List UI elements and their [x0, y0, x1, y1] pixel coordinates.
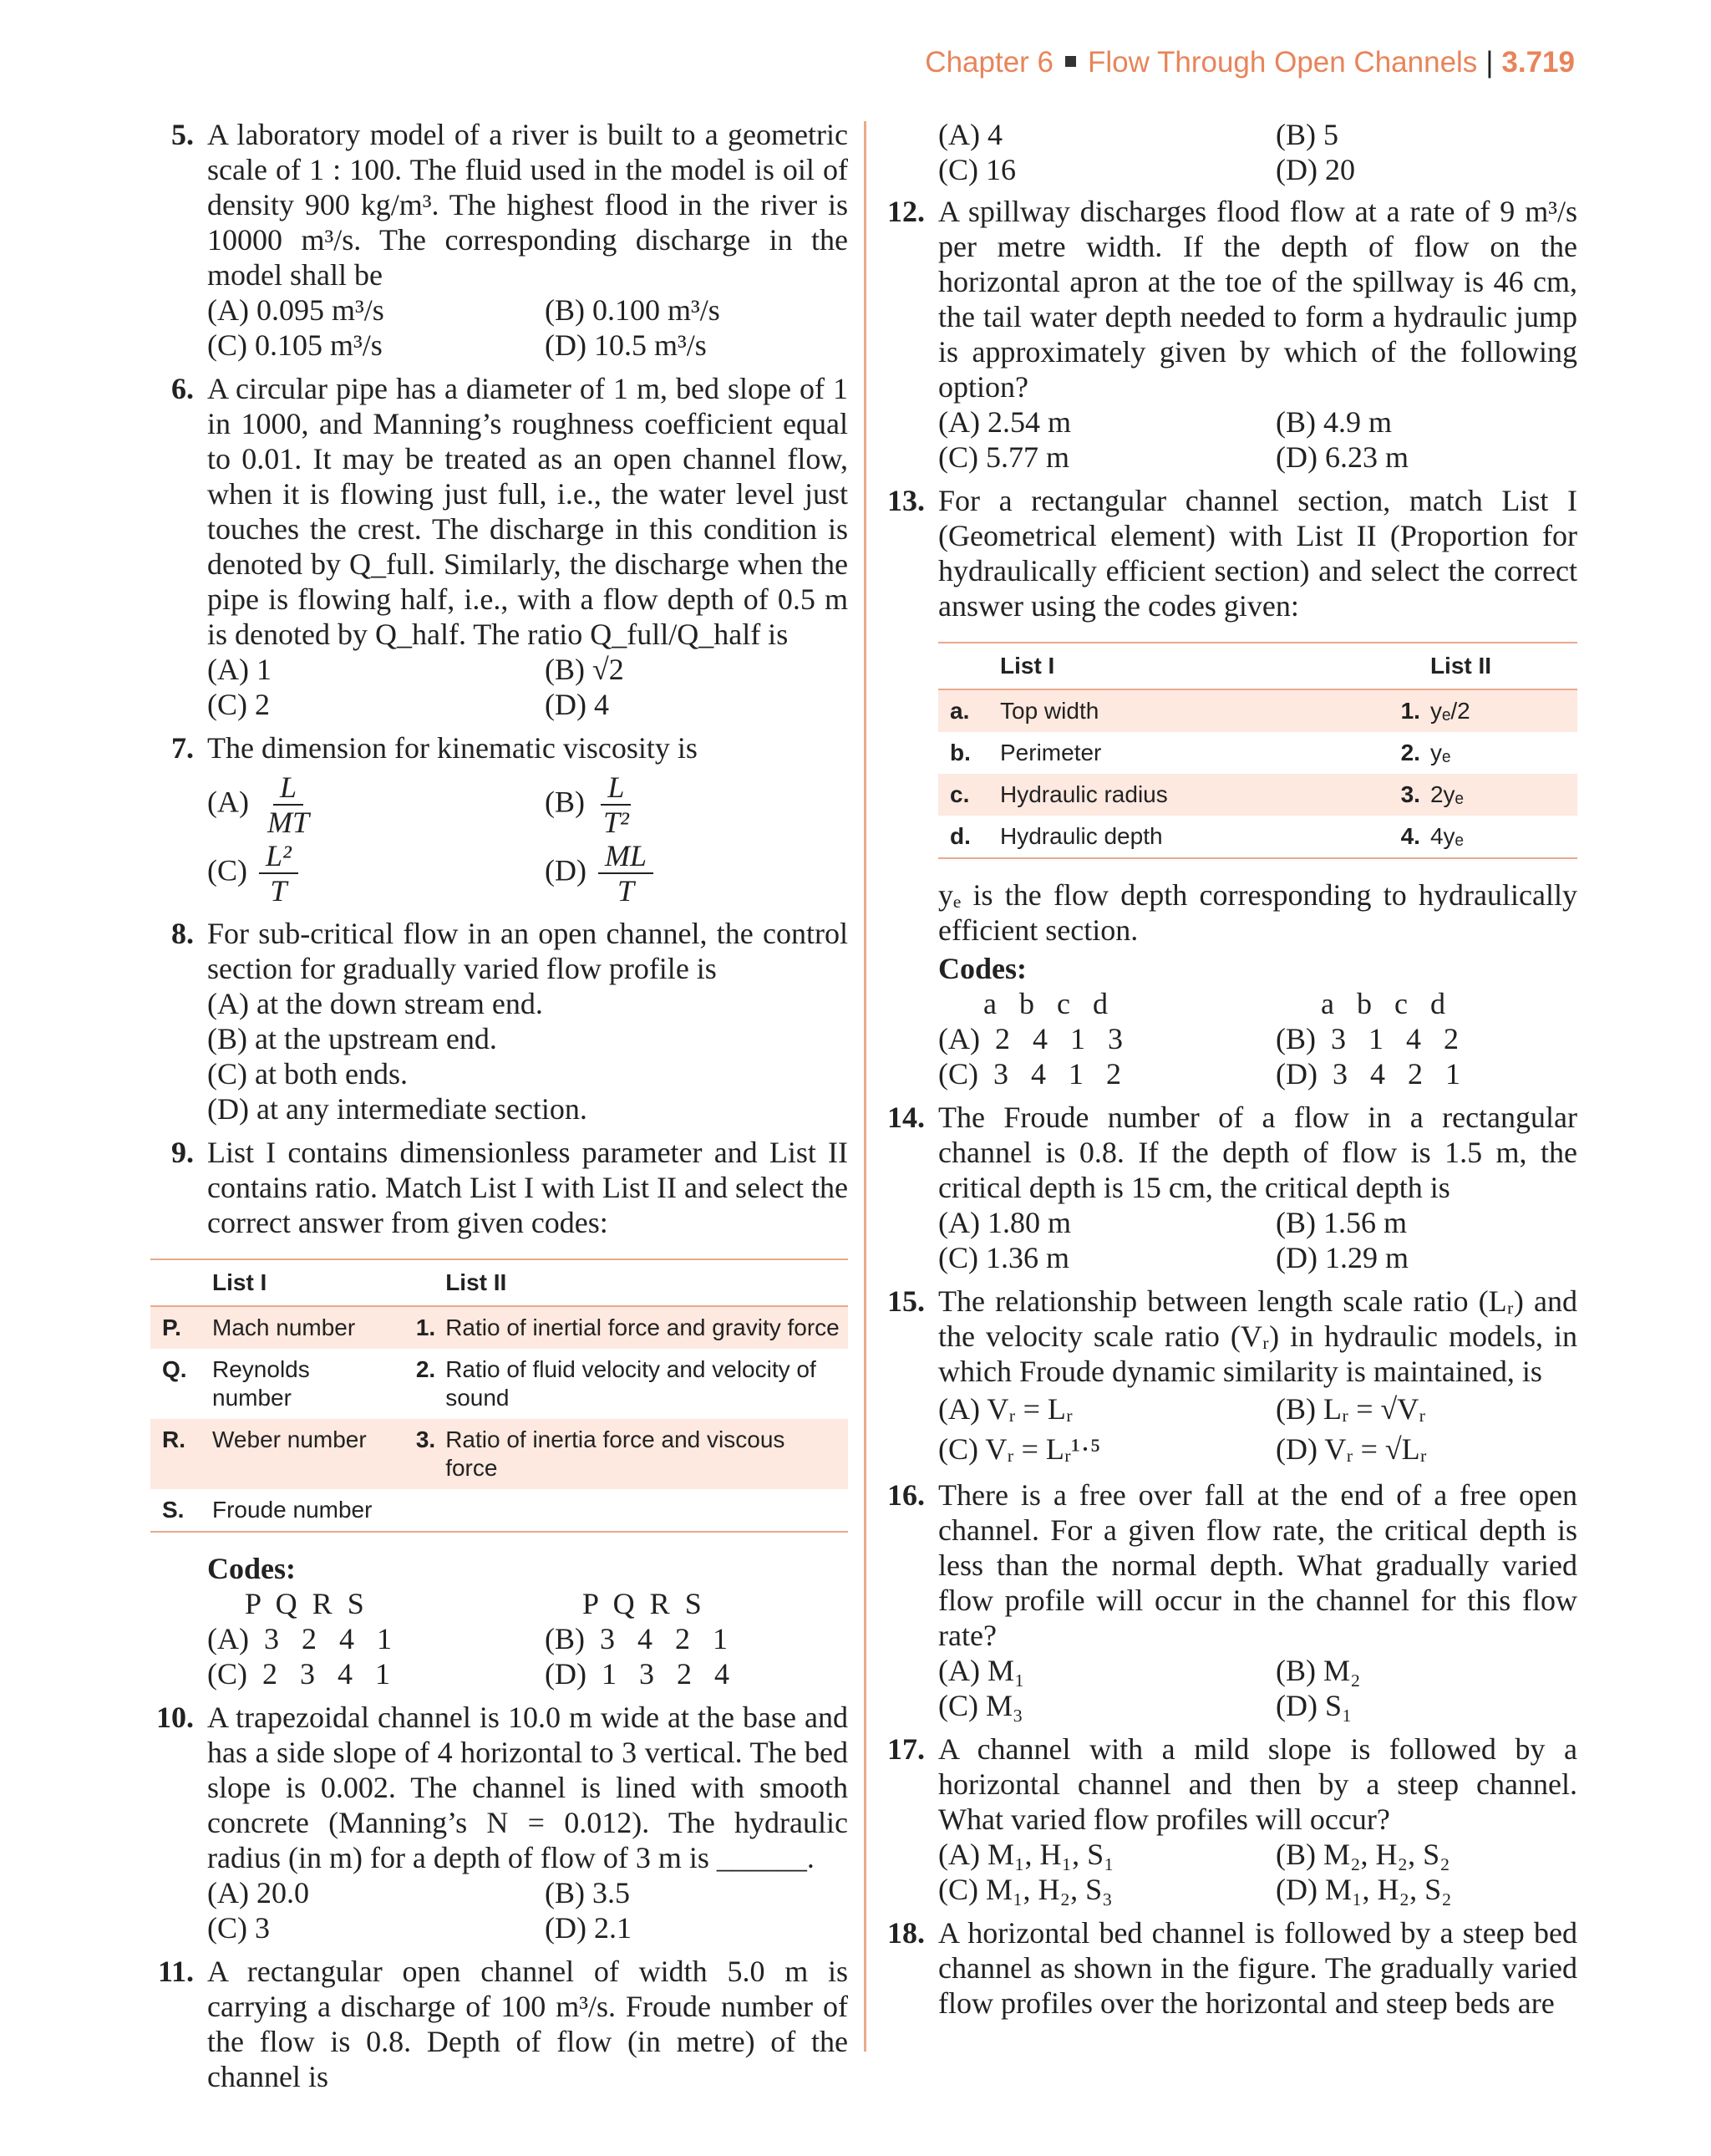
chapter-label: Chapter 6	[925, 46, 1054, 79]
numerator: L²	[259, 839, 298, 874]
option-d: (D) 20	[1276, 153, 1355, 186]
table-row	[938, 774, 1577, 816]
row-item: Hydraulic depth	[995, 816, 1375, 858]
row-key: a.	[938, 689, 995, 732]
option-c: (C) at both ends.	[207, 1057, 408, 1091]
question-text: A laboratory model of a river is built to a geometric scale of 1 : 100. The fluid used in the model is oil of density 900 kg/m³. The highest flood in the river is 10000 m³/s. The corresponding discharge in the model shall be	[207, 118, 848, 292]
options	[938, 1389, 1577, 1469]
table-row	[150, 1489, 848, 1532]
option-c: (C) M₃	[938, 1689, 1023, 1722]
question-text: The Froude number of a flow in a rectangular channel is 0.8. If the depth of flow is 1.5 m, the critical depth is 15 cm, the critical depth is	[938, 1101, 1577, 1204]
option-b: (B) 1.56 m	[1276, 1206, 1407, 1239]
question-11-options	[881, 117, 1577, 187]
row-item: Hydraulic radius	[995, 774, 1375, 816]
denominator: T	[270, 874, 287, 908]
question-number: 8.	[171, 917, 194, 950]
denominator: T²	[603, 806, 629, 839]
fraction	[598, 839, 653, 908]
question-text: A trapezoidal channel is 10.0 m wide at the base and has a side slope of 4 horizontal to 3 vertical. The bed slope is 0.002. The channel is lined with smooth concrete (Manning’s N = 0.012). The hydraulic radius (in m) for a depth of flow of 3 m is ______.	[207, 1701, 848, 1874]
question-text: A horizontal bed channel is followed by a steep bed channel as shown in the figure. The gradually varied flow profiles over the horizontal and steep beds are	[938, 1916, 1577, 2020]
option-a: (A) 20.0	[207, 1876, 309, 1909]
question-10	[150, 1700, 848, 1945]
question-text: A rectangular open channel of width 5.0 m is carrying a discharge of 100 m³/s. Froude number of the flow is 0.8. Depth of flow (in metre) of the channel is	[207, 1955, 848, 2093]
option-label: (B)	[545, 785, 585, 819]
option-c: (C) 2	[207, 688, 270, 721]
page-number: 3.719	[1501, 46, 1575, 79]
question-13	[881, 483, 1577, 1091]
options	[938, 1653, 1577, 1723]
option-d: (D) Vᵣ = √Lᵣ	[1276, 1432, 1427, 1466]
options	[207, 986, 848, 1126]
row-number: 2.	[415, 1356, 436, 1382]
row-key: c.	[938, 774, 995, 816]
option-d: (D) 6.23 m	[1276, 440, 1409, 474]
question-5	[150, 117, 848, 363]
row-number: 3.	[1375, 774, 1425, 816]
running-header	[925, 46, 1575, 79]
code-option-b: (B) 3 4 2 1	[545, 1622, 728, 1655]
question-number: 14.	[887, 1101, 925, 1134]
option-d	[545, 839, 848, 908]
option-b: (B) Lᵣ = √Vᵣ	[1276, 1392, 1426, 1426]
denominator: MT	[267, 806, 309, 839]
codes-head: a b c d	[938, 987, 1108, 1020]
fraction	[261, 770, 316, 839]
options	[207, 292, 848, 363]
codes-block	[938, 951, 1577, 1091]
code-option-c: (C) 2 3 4 1	[207, 1657, 390, 1691]
question-number: 5.	[171, 118, 194, 151]
option-b: (B) 4.9 m	[1276, 405, 1392, 439]
numerator: L	[601, 770, 631, 806]
left-column	[150, 117, 848, 2103]
option-c: (C) M₁, H₂, S₃	[938, 1873, 1113, 1906]
option-a: (A) M₁, H₁, S₁	[938, 1838, 1114, 1871]
question-text: For sub-critical flow in an open channel, the control section for gradually varied flow profile is	[207, 917, 848, 985]
row-key: R.	[150, 1419, 207, 1489]
table-row	[150, 1349, 848, 1419]
row-match	[440, 1489, 848, 1532]
question-number: 6.	[171, 372, 194, 405]
question-6	[150, 371, 848, 722]
options	[938, 404, 1577, 475]
option-d: (D) 2.1	[545, 1911, 632, 1945]
option-a: (A) 2.54 m	[938, 405, 1071, 439]
row-number: 1.	[390, 1306, 440, 1349]
option-d: (D) at any intermediate section.	[207, 1092, 587, 1126]
row-match: Ratio of inertia force and viscous force	[440, 1419, 848, 1489]
option-c: (C) 3	[207, 1911, 270, 1945]
option-b: (B) √2	[545, 653, 624, 686]
fraction	[259, 839, 298, 908]
option-label: (C)	[207, 853, 247, 887]
table-header	[150, 1259, 848, 1306]
option-d: (D) 1.29 m	[1276, 1241, 1409, 1274]
option-d: (D) 4	[545, 688, 609, 721]
question-16	[881, 1477, 1577, 1723]
row-key: Q.	[162, 1356, 187, 1382]
column-divider	[864, 121, 866, 2052]
option-d: (D) M₁, H₂, S₂	[1276, 1873, 1452, 1906]
option-a: (A) 0.095 m³/s	[207, 293, 384, 327]
question-number: 10.	[156, 1701, 194, 1734]
question-text: List I contains dimensionless parameter and List II contains ratio. Match List I with List II and select the correct answer from given codes:	[207, 1136, 848, 1239]
row-match: Ratio of inertial force and gravity force	[440, 1306, 848, 1349]
row-number: 4.	[1375, 816, 1425, 858]
question-8	[150, 916, 848, 1126]
row-number: 2.	[1400, 740, 1420, 765]
row-key: S.	[150, 1489, 207, 1532]
row-item: Reynolds number	[212, 1356, 310, 1411]
question-text: A spillway discharges flood flow at a rate of 9 m³/s per metre width. If the depth of flow on the horizontal apron at the toe of the spillway is 46 cm, the tail water depth needed to form a hydraulic jump is approximately given by which of the following option?	[938, 195, 1577, 404]
options	[207, 770, 848, 908]
column-header: List I	[995, 643, 1375, 689]
code-option-b: (B) 3 1 4 2	[1276, 1022, 1459, 1055]
question-number: 7.	[171, 731, 194, 765]
code-option-d: (D) 1 3 2 4	[545, 1657, 729, 1691]
question-number: 13.	[887, 484, 925, 517]
row-item: Froude number	[207, 1489, 390, 1532]
option-b: (B) M₂, H₂, S₂	[1276, 1838, 1450, 1871]
row-item: Perimeter	[1000, 740, 1102, 765]
column-header: List I	[207, 1259, 390, 1306]
option-c: (C) Vᵣ = Lᵣ¹·⁵	[938, 1432, 1101, 1466]
code-option-a: (A) 3 2 4 1	[207, 1622, 392, 1655]
row-number: 1.	[1375, 689, 1425, 732]
question-17	[881, 1731, 1577, 1907]
row-key: b.	[950, 740, 971, 765]
option-a	[207, 770, 545, 839]
row-item: Mach number	[207, 1306, 390, 1349]
question-14	[881, 1100, 1577, 1275]
option-d: (D) 10.5 m³/s	[545, 328, 707, 362]
options	[207, 1875, 848, 1945]
question-number: 15.	[887, 1284, 925, 1318]
option-c: (C) 0.105 m³/s	[207, 328, 383, 362]
option-b: (B) 5	[1276, 118, 1338, 151]
codes-label: Codes:	[938, 952, 1027, 985]
code-option-c: (C) 3 4 1 2	[938, 1057, 1121, 1091]
question-number: 18.	[887, 1916, 925, 1950]
question-text: There is a free over fall at the end of a free open channel. For a given flow rate, the critical depth is less than the normal depth. What gradually varied flow profile will occur in the channel for this flow rate?	[938, 1478, 1577, 1652]
row-match: yₑ/2	[1425, 689, 1577, 732]
denominator: T	[617, 874, 634, 908]
option-b: (B) at the upstream end.	[207, 1022, 497, 1055]
codes-grid	[207, 1586, 848, 1691]
question-number: 11.	[157, 1955, 194, 1988]
question-number: 16.	[887, 1478, 925, 1512]
code-option-d: (D) 3 4 2 1	[1276, 1057, 1460, 1091]
codes-label: Codes:	[207, 1552, 296, 1585]
codes-head: P Q R S	[207, 1587, 364, 1620]
options	[938, 117, 1577, 187]
options	[938, 1205, 1577, 1275]
table-row	[938, 732, 1577, 774]
question-text: A circular pipe has a diameter of 1 m, bed slope of 1 in 1000, and Manning’s roughness coefficient equal to 0.01. It may be treated as an open channel flow, when it is flowing just full, i.e., the water level just touches the crest. The discharge in this condition is denoted by Q_full. Similarly, the discharge when the pipe is flowing half, i.e., with a flow depth of 0.5 m is denoted by Q_half. The ratio Q_full/Q_half is	[207, 372, 848, 651]
question-text: The relationship between length scale ratio (Lᵣ) and the velocity scale ratio (Vᵣ) in hydraulic models, in which Froude dynamic similarity is maintained, is	[938, 1284, 1577, 1388]
option-c: (C) 5.77 m	[938, 440, 1069, 474]
table-header	[938, 643, 1577, 689]
table-row	[150, 1306, 848, 1349]
numerator: ML	[598, 839, 653, 874]
question-text: For a rectangular channel section, match List I (Geometrical element) with List II (Proportion for hydraulically efficient section) and select the correct answer using the codes given:	[938, 484, 1577, 623]
option-a: (A) 1.80 m	[938, 1206, 1071, 1239]
option-c	[207, 839, 545, 908]
row-match: 2yₑ	[1425, 774, 1577, 816]
row-number	[390, 1489, 440, 1532]
question-text: A channel with a mild slope is followed by a horizontal channel and then by a steep channel. What varied flow profiles will occur?	[938, 1732, 1577, 1836]
row-item: Top width	[995, 689, 1375, 732]
option-a: (A) Vᵣ = Lᵣ	[938, 1392, 1074, 1426]
option-d: (D) S₁	[1276, 1689, 1353, 1722]
codes-grid	[938, 986, 1577, 1091]
match-table	[938, 642, 1577, 859]
column-header: List II	[1425, 643, 1577, 689]
chapter-title: Flow Through Open Channels	[1088, 46, 1478, 79]
question-12	[881, 194, 1577, 475]
question-number: 12.	[887, 195, 925, 228]
fraction	[597, 770, 636, 839]
codes-block	[150, 1551, 848, 1691]
square-bullet-icon	[1065, 56, 1076, 67]
option-a: (A) at the down stream end.	[207, 987, 543, 1020]
options	[207, 652, 848, 722]
row-key: P.	[150, 1306, 207, 1349]
table-row	[938, 689, 1577, 732]
header-separator: |	[1485, 46, 1494, 79]
codes-head: P Q R S	[545, 1587, 702, 1620]
option-a: (A) 1	[207, 653, 272, 686]
question-15	[881, 1284, 1577, 1469]
column-header: List II	[440, 1259, 848, 1306]
row-number: 3.	[390, 1419, 440, 1489]
question-text: The dimension for kinematic viscosity is	[207, 731, 698, 765]
option-b	[545, 770, 848, 839]
option-b: (B) M₂	[1276, 1654, 1361, 1687]
table-note: yₑ is the flow depth corresponding to hydraulically efficient section.	[938, 878, 1577, 947]
row-item: Weber number	[207, 1419, 390, 1489]
question-18	[881, 1915, 1577, 2021]
question-9	[150, 1135, 848, 1240]
row-key: d.	[938, 816, 995, 858]
codes-head: a b c d	[1276, 987, 1445, 1020]
option-c: (C) 16	[938, 153, 1016, 186]
row-match: Ratio of fluid velocity and velocity of sound	[445, 1356, 816, 1411]
question-number: 17.	[887, 1732, 925, 1766]
option-b: (B) 3.5	[545, 1876, 630, 1909]
option-a: (A) 4	[938, 118, 1003, 151]
table-row	[150, 1419, 848, 1489]
question-number: 9.	[171, 1136, 194, 1169]
table-row	[938, 816, 1577, 858]
option-c: (C) 1.36 m	[938, 1241, 1069, 1274]
option-label: (D)	[545, 853, 586, 887]
row-match: yₑ	[1429, 740, 1451, 765]
option-a: (A) M₁	[938, 1654, 1025, 1687]
code-option-a: (A) 2 4 1 3	[938, 1022, 1123, 1055]
numerator: L	[273, 770, 303, 806]
match-table	[150, 1259, 848, 1533]
question-7	[150, 730, 848, 908]
option-b: (B) 0.100 m³/s	[545, 293, 720, 327]
options	[938, 1837, 1577, 1907]
question-11	[150, 1954, 848, 2094]
option-label: (A)	[207, 785, 249, 819]
row-match: 4yₑ	[1425, 816, 1577, 858]
right-column	[881, 117, 1577, 2029]
